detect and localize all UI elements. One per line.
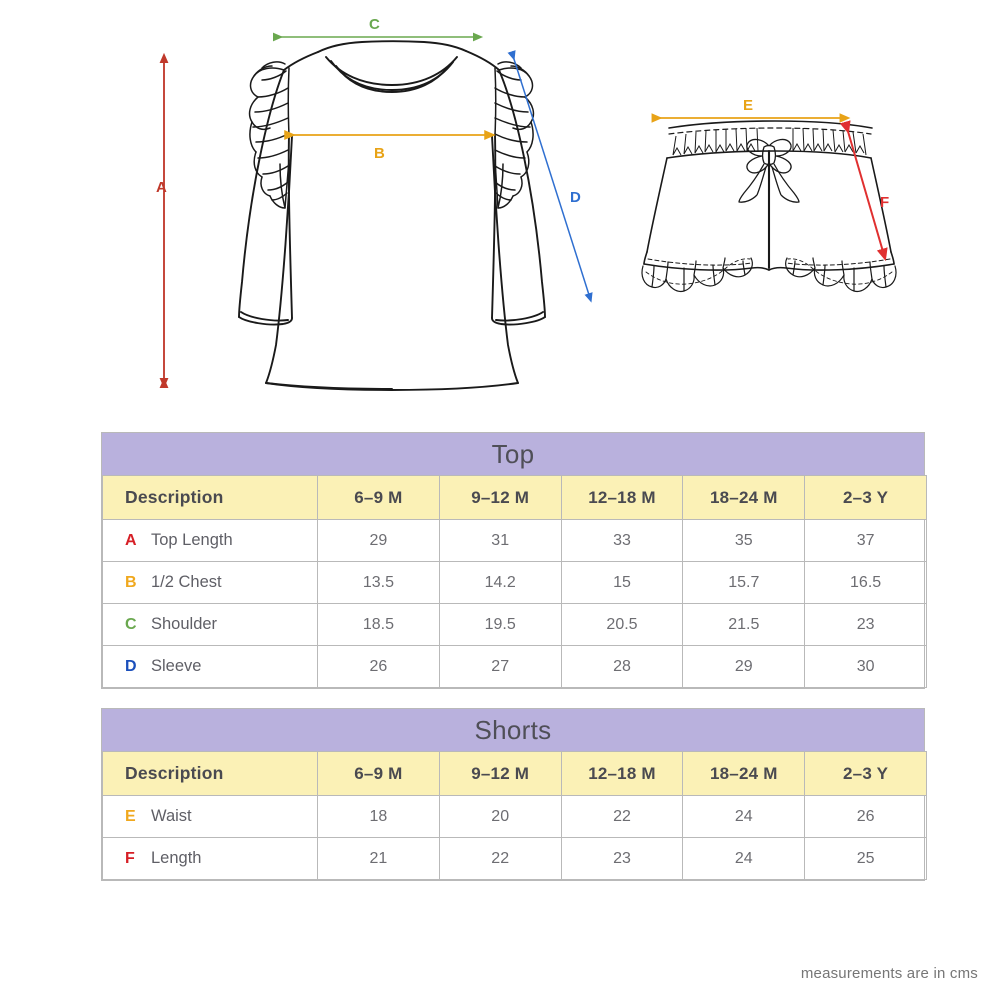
cell-value: 24 [683, 838, 805, 880]
cell-value: 37 [805, 520, 927, 562]
dimension-label-a: A [156, 179, 167, 196]
column-header-size-2: 9–12 M [439, 476, 561, 520]
row-key-b: B [125, 574, 137, 591]
top-table-title: Top [102, 433, 924, 475]
dimension-label-e: E [743, 97, 754, 114]
dimension-label-b: B [374, 145, 385, 162]
column-header-size-1: 6–9 M [318, 752, 440, 796]
left-ruffle-sleeve [250, 62, 289, 208]
top-size-table [102, 475, 927, 688]
cell-value: 18 [318, 796, 440, 838]
cell-value: 18.5 [318, 604, 440, 646]
row-label-f: Length [151, 849, 202, 867]
cell-value: 31 [439, 520, 561, 562]
cell-value: 26 [318, 646, 440, 688]
column-header-size-5: 2–3 Y [805, 752, 927, 796]
row-description [103, 796, 318, 838]
top-size-table-block [101, 432, 925, 689]
dimension-label-c: C [369, 16, 380, 33]
table-row [103, 796, 927, 838]
cell-value: 22 [561, 796, 683, 838]
column-header-size-2: 9–12 M [439, 752, 561, 796]
column-header-size-3: 12–18 M [561, 476, 683, 520]
cell-value: 33 [561, 520, 683, 562]
cell-value: 21.5 [683, 604, 805, 646]
cell-value: 22 [439, 838, 561, 880]
table-row [103, 562, 927, 604]
row-label-d: Sleeve [151, 657, 202, 675]
shorts-table-title: Shorts [102, 709, 924, 751]
cell-value: 19.5 [439, 604, 561, 646]
row-description [103, 838, 318, 880]
measurement-unit-note: measurements are in cms [800, 965, 978, 982]
cell-value: 21 [318, 838, 440, 880]
cell-value: 13.5 [318, 562, 440, 604]
top-garment-drawing [239, 41, 545, 390]
cell-value: 23 [805, 604, 927, 646]
dimension-label-f: F [880, 194, 890, 211]
cell-value: 26 [805, 796, 927, 838]
row-description [103, 562, 318, 604]
cell-value: 23 [561, 838, 683, 880]
cell-value: 14.2 [439, 562, 561, 604]
table-row [103, 520, 927, 562]
table-header-row [103, 752, 927, 796]
table-row [103, 604, 927, 646]
cell-value: 16.5 [805, 562, 927, 604]
cell-value: 15.7 [683, 562, 805, 604]
cell-value: 28 [561, 646, 683, 688]
garment-illustrations [0, 0, 1000, 420]
row-key-e: E [125, 808, 136, 825]
table-row [103, 646, 927, 688]
shorts-size-table [102, 751, 927, 880]
column-header-size-4: 18–24 M [683, 476, 805, 520]
table-header-row [103, 476, 927, 520]
column-header-size-5: 2–3 Y [805, 476, 927, 520]
column-header-size-4: 18–24 M [683, 752, 805, 796]
cell-value: 29 [683, 646, 805, 688]
table-row [103, 838, 927, 880]
cell-value: 27 [439, 646, 561, 688]
column-header-description: Description [103, 476, 318, 520]
row-key-c: C [125, 616, 137, 633]
row-label-e: Waist [151, 807, 192, 825]
cell-value: 20 [439, 796, 561, 838]
row-label-b: 1/2 Chest [151, 573, 222, 591]
cell-value: 20.5 [561, 604, 683, 646]
column-header-size-1: 6–9 M [318, 476, 440, 520]
row-label-a: Top Length [151, 531, 233, 549]
row-key-a: A [125, 532, 137, 549]
dimension-arrow-d [513, 56, 590, 298]
cell-value: 15 [561, 562, 683, 604]
cell-value: 30 [805, 646, 927, 688]
cell-value: 35 [683, 520, 805, 562]
row-key-f: F [125, 850, 135, 867]
right-ruffle-sleeve [495, 62, 533, 208]
row-description [103, 604, 318, 646]
dimension-label-d: D [570, 189, 581, 206]
shorts-garment-drawing [644, 121, 894, 270]
row-description [103, 646, 318, 688]
column-header-size-3: 12–18 M [561, 752, 683, 796]
column-header-description: Description [103, 752, 318, 796]
cell-value: 29 [318, 520, 440, 562]
cell-value: 24 [683, 796, 805, 838]
row-description [103, 520, 318, 562]
shorts-size-table-block [101, 708, 925, 881]
cell-value: 25 [805, 838, 927, 880]
row-key-d: D [125, 658, 137, 675]
row-label-c: Shoulder [151, 615, 218, 633]
